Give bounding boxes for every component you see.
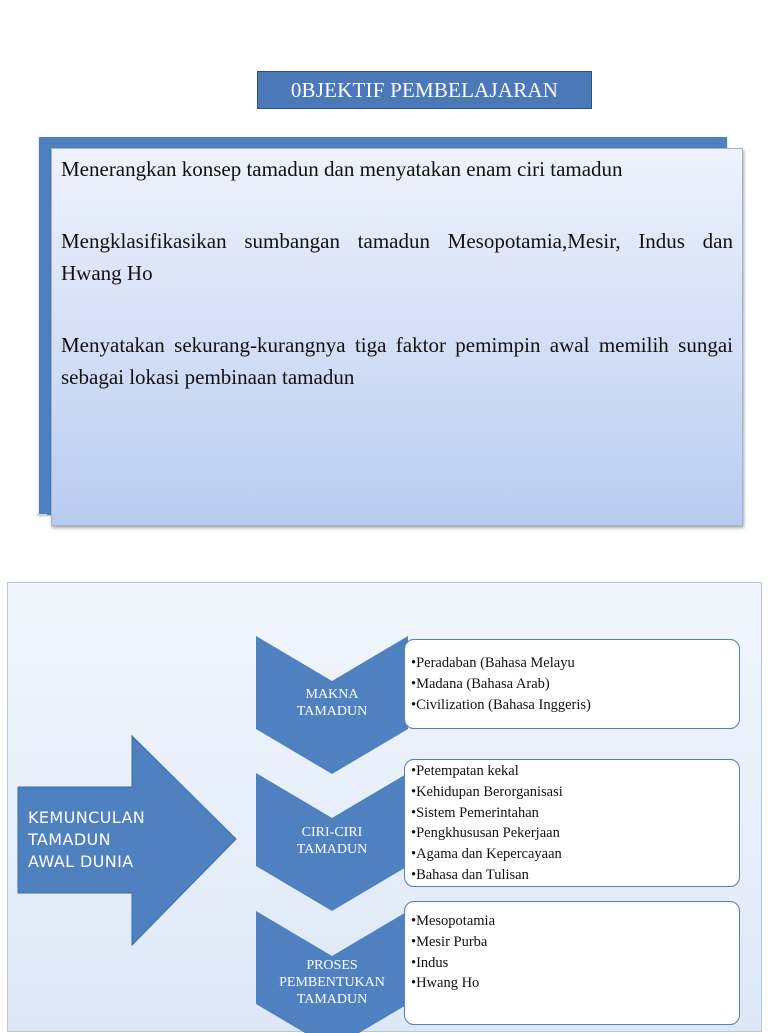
list-item: •Indus (411, 954, 449, 971)
civilization-diagram (7, 582, 762, 1032)
list-box-proses (404, 901, 740, 1025)
objective-3: Menyatakan sekurang-kurangnya tiga faktor pemimpin awal memilih sungai sebagai lokasi pembinaan tamadun (61, 333, 733, 389)
objective-1: Menerangkan konsep tamadun dan menyatakan enam ciri tamadun (61, 157, 623, 181)
list-item: •Agama dan Kepercayaan (411, 846, 562, 863)
list-item: •Civilization (Bahasa Inggeris) (411, 696, 591, 713)
chevron-label-line: MAKNA (305, 687, 359, 702)
main-arrow-label (28, 807, 145, 873)
panel-shadow-divider (37, 514, 47, 516)
list-item: •Mesopotamia (411, 913, 496, 929)
chevron-label-line: TAMADUN (296, 842, 368, 857)
objectives-title: 0BJEKTIF PEMBELAJARAN (257, 71, 592, 109)
chevron-label-proses (258, 957, 406, 1008)
chevron-label-line: TAMADUN (296, 992, 368, 1007)
chevron-label-ciri (264, 824, 400, 858)
chevron-label-line: PEMBENTUKAN (279, 975, 385, 990)
objective-2: Mengklasifikasikan sumbangan tamadun Mesopotamia,Mesir, Indus dan Hwang Ho (61, 229, 733, 285)
main-arrow-line-1: KEMUNCULAN (28, 808, 146, 827)
list-item: •Peradaban (Bahasa Melayu (411, 655, 575, 671)
main-arrow-line-3: AWAL DUNIA (28, 852, 134, 871)
list-item: •Hwang Ho (411, 975, 480, 992)
chevron-label-makna (264, 686, 400, 720)
main-arrow-line-2: TAMADUN (28, 830, 112, 849)
list-item: •Sistem Pemerintahan (411, 804, 539, 821)
list-item: •Mesir Purba (411, 933, 488, 950)
chevron-label-line: CIRI-CIRI (301, 825, 363, 840)
objectives-panel (51, 148, 743, 526)
chevron-label-line: PROSES (306, 958, 358, 973)
list-item: •Kehidupan Berorganisasi (411, 783, 563, 800)
list-item: •Pengkhususan Pekerjaan (411, 825, 560, 842)
list-item: •Bahasa dan Tulisan (411, 866, 529, 883)
list-box-makna (404, 639, 740, 729)
list-item: •Madana (Bahasa Arab) (411, 675, 550, 692)
chevron-label-line: TAMADUN (296, 704, 368, 719)
list-box-ciri (404, 759, 740, 887)
list-item: •Petempatan kekal (411, 763, 519, 779)
